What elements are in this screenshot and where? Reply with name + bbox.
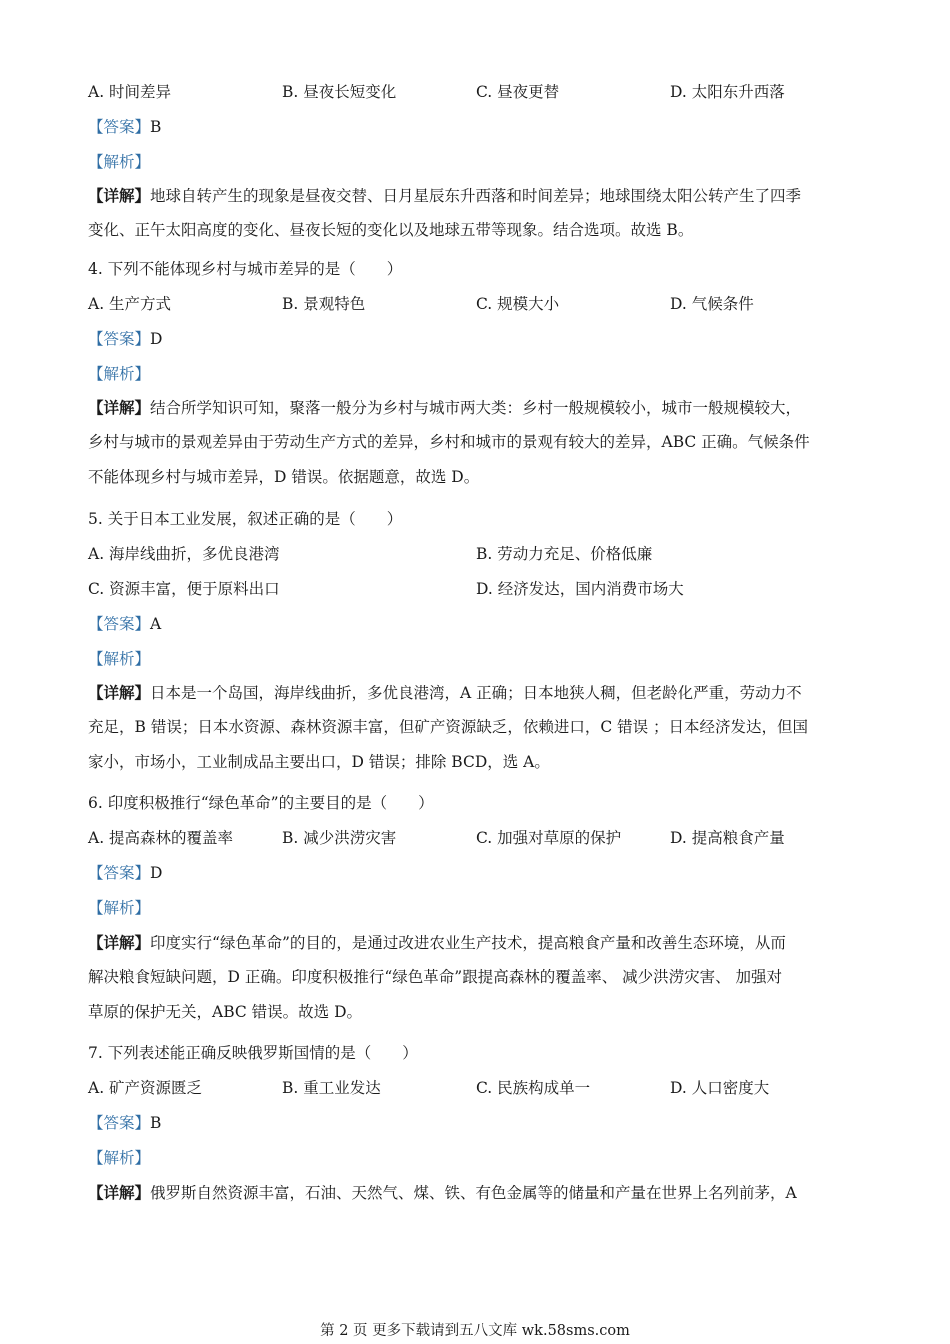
detail-tag: 【详解】 <box>88 933 151 952</box>
q4-question: 4. 下列不能体现乡村与城市差异的是（ ） <box>88 260 403 278</box>
analysis-tag: 【解析】 <box>88 650 151 668</box>
analysis-tag: 【解析】 <box>88 1149 151 1167</box>
answer-tag: 【答案】 <box>88 864 151 882</box>
detail-line: 不能体现乡村与城市差异，D 错误。依据题意，故选 D。 <box>88 468 480 486</box>
q6-option-d: D. 提高粮食产量 <box>670 829 785 847</box>
q3-analysis <box>88 152 150 172</box>
answer-tag: 【答案】 <box>88 615 151 633</box>
detail-line: 草原的保护无关，ABC 错误。故选 D。 <box>88 1003 363 1021</box>
detail-line: 【详解】地球自转产生的现象是昼夜交替、日月星辰东升西落和时间差异；地球围绕太阳公转产生了四季 <box>88 186 802 205</box>
q6-option-a: A. 提高森林的覆盖率 <box>88 829 234 847</box>
q3-detail <box>88 178 864 248</box>
q5-option-c: C. 资源丰富，便于原料出口 <box>88 580 280 598</box>
q5-answer <box>88 614 161 634</box>
detail-line: 家小，市场小，工业制成品主要出口，D 错误；排除 BCD，选 A。 <box>88 753 550 771</box>
q4-option-c: C. 规模大小 <box>476 295 560 313</box>
detail-line: 【详解】俄罗斯自然资源丰富，石油、天然气、煤、铁、有色金属等的储量和产量在世界上名列前茅，A <box>88 1183 797 1202</box>
q6-question: 6. 印度积极推行“绿色革命”的主要目的是（ ） <box>88 794 434 812</box>
detail-line: 变化、正午太阳高度的变化、昼夜长短的变化以及地球五带等现象。结合选项。故选 B。 <box>88 221 694 239</box>
q6-detail <box>88 925 864 1030</box>
answer-value: B <box>150 1114 162 1132</box>
q7-analysis <box>88 1148 150 1168</box>
q5-option-a: A. 海岸线曲折，多优良港湾 <box>88 545 280 563</box>
q7-option-d: D. 人口密度大 <box>670 1079 770 1097</box>
answer-tag: 【答案】 <box>88 330 151 348</box>
q6-analysis <box>88 898 150 918</box>
detail-line: 【详解】日本是一个岛国，海岸线曲折，多优良港湾，A 正确；日本地狭人稠，但老龄化严重，劳动力不 <box>88 683 802 702</box>
q3-answer <box>88 117 161 137</box>
answer-tag: 【答案】 <box>88 1114 151 1132</box>
q5-detail <box>88 675 864 780</box>
q5-analysis <box>88 649 150 669</box>
q4-option-d: D. 气候条件 <box>670 295 754 313</box>
q7-detail <box>88 1175 864 1210</box>
q7-option-a: A. 矿产资源匮乏 <box>88 1079 203 1097</box>
q3-option-c: C. 昼夜更替 <box>476 83 560 101</box>
q7-question: 7. 下列表述能正确反映俄罗斯国情的是（ ） <box>88 1044 418 1062</box>
q6-option-b: B. 减少洪涝灾害 <box>282 829 397 847</box>
analysis-tag: 【解析】 <box>88 153 151 171</box>
answer-value: D <box>150 330 163 348</box>
q4-analysis <box>88 364 150 384</box>
detail-line: 【详解】印度实行“绿色革命”的目的，是通过改进农业生产技术，提高粮食产量和改善生态环境，从而 <box>88 933 786 952</box>
q5-option-b: B. 劳动力充足、价格低廉 <box>476 545 653 563</box>
q5-question: 5. 关于日本工业发展，叙述正确的是（ ） <box>88 510 403 528</box>
detail-line: 充足，B 错误；日本水资源、森林资源丰富，但矿产资源缺乏，依赖进口，C 错误 ；日本经济发达，但国 <box>88 718 809 736</box>
q7-option-c: C. 民族构成单一 <box>476 1079 591 1097</box>
page-footer: 第 2 页 更多下载请到五八文库 wk.58sms.com <box>320 1323 630 1339</box>
q7-answer <box>88 1113 161 1133</box>
q6-option-c: C. 加强对草原的保护 <box>476 829 622 847</box>
detail-tag: 【详解】 <box>88 1183 151 1202</box>
detail-line: 乡村与城市的景观差异由于劳动生产方式的差异，乡村和城市的景观有较大的差异，ABC 正确。气候条件 <box>88 433 810 451</box>
detail-tag: 【详解】 <box>88 186 151 205</box>
q3-option-b: B. 昼夜长短变化 <box>282 83 397 101</box>
analysis-tag: 【解析】 <box>88 899 151 917</box>
answer-tag: 【答案】 <box>88 118 151 136</box>
q4-answer <box>88 329 162 349</box>
q4-option-a: A. 生产方式 <box>88 295 172 313</box>
answer-value: A <box>150 615 162 633</box>
q4-option-b: B. 景观特色 <box>282 295 366 313</box>
q3-option-a: A. 时间差异 <box>88 83 172 101</box>
detail-line: 【详解】结合所学知识可知，聚落一般分为乡村与城市两大类：乡村一般规模较小，城市一般规模较大， <box>88 398 802 417</box>
detail-tag: 【详解】 <box>88 683 151 702</box>
analysis-tag: 【解析】 <box>88 365 151 383</box>
detail-line: 解决粮食短缺问题，D 正确。印度积极推行“绿色革命”跟提高森林的覆盖率、 减少洪涝灾害、 加强对 <box>88 968 783 986</box>
q4-detail <box>88 390 864 495</box>
q6-answer <box>88 863 162 883</box>
answer-value: D <box>150 864 163 882</box>
answer-value: B <box>150 118 162 136</box>
q3-option-d: D. 太阳东升西落 <box>670 83 785 101</box>
q5-option-d: D. 经济发达，国内消费市场大 <box>476 580 684 598</box>
q7-option-b: B. 重工业发达 <box>282 1079 381 1097</box>
detail-tag: 【详解】 <box>88 398 151 417</box>
